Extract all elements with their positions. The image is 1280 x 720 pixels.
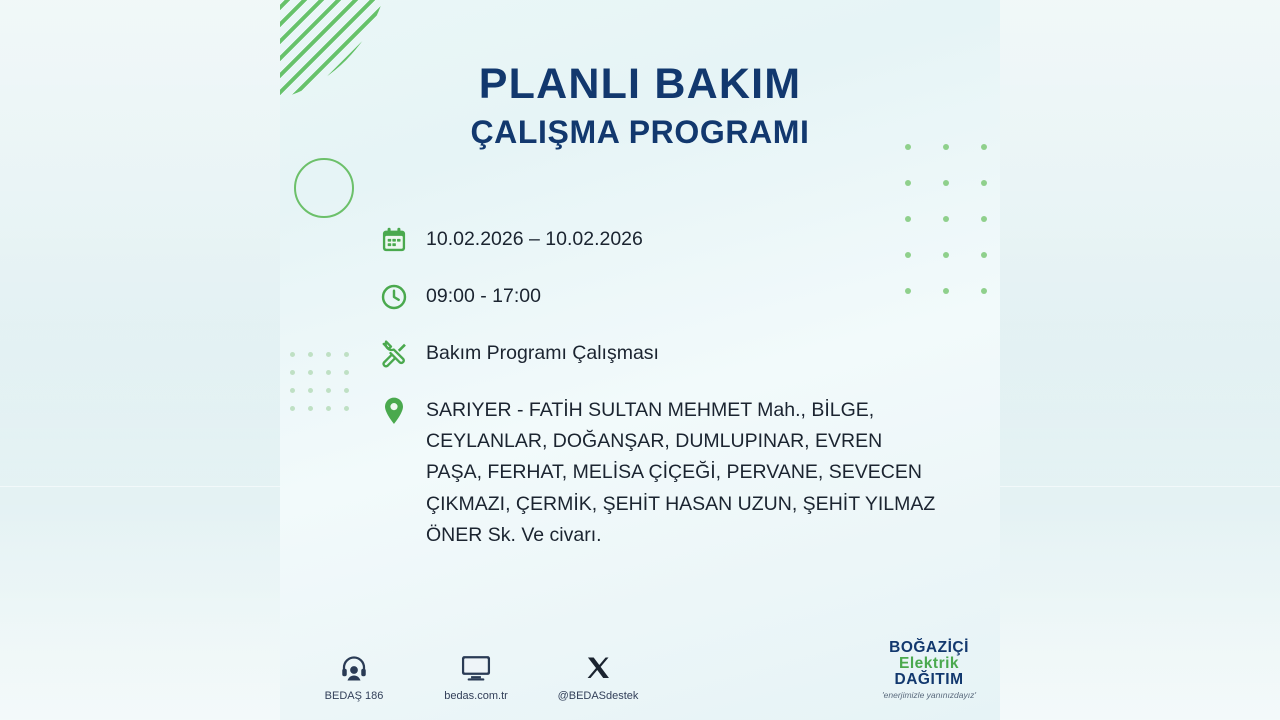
brand-slogan: 'enerjimizle yanınızdayız' (882, 690, 976, 701)
company-logo (882, 640, 976, 700)
left-blurred-background (0, 0, 280, 720)
circle-outline-decoration (294, 158, 354, 218)
announcement-card (280, 0, 1000, 720)
detail-row-location (380, 393, 940, 551)
brand-line-1: BOĞAZİÇİ (889, 638, 969, 656)
contact-x[interactable] (556, 651, 640, 702)
contact-website-label: bedas.com.tr (444, 690, 508, 702)
right-haze (1000, 0, 1280, 720)
poster-title-block (280, 62, 1000, 151)
page-title: PLANLI BAKIM (478, 60, 802, 108)
contact-phone-label: BEDAŞ 186 (324, 690, 384, 702)
location-pin-icon (380, 393, 426, 428)
monitor-icon (434, 651, 518, 685)
brand-line-3: DAĞITIM (894, 670, 964, 688)
contact-x-label: @BEDASdestek (557, 690, 639, 702)
headset-agent-icon (312, 651, 396, 685)
right-blurred-background (1000, 0, 1280, 720)
x-twitter-icon (556, 651, 640, 685)
left-dot-grid-decoration (290, 352, 349, 411)
detail-row-worktype (380, 336, 940, 371)
date-range-text: 10.02.2026 – 10.02.2026 (426, 228, 643, 250)
tools-icon (380, 336, 426, 371)
calendar-icon (380, 222, 426, 257)
detail-row-time (380, 279, 940, 314)
brand-line-2: Elektrik (899, 654, 960, 672)
page-subtitle: ÇALIŞMA PROGRAMI (470, 113, 810, 150)
contact-channels (312, 651, 640, 702)
clock-icon (380, 279, 426, 314)
detail-row-date (380, 222, 940, 257)
work-type-text: Bakım Programı Çalışması (426, 342, 659, 364)
contact-phone[interactable] (312, 651, 396, 702)
location-text: SARIYER - FATİH SULTAN MEHMET Mah., BİLGE, CEYLANLAR, DOĞANŞAR, DUMLUPINAR, EVREN PAŞA, FERHAT, MELİSA ÇİÇEĞİ, PERVANE, SEVECEN ÇIKMAZI, ÇERMİK, ŞEHİT HASAN UZUN, ŞEHİT YILMAZ ÖNER Sk. Ve civarı. (426, 399, 936, 546)
details-list (380, 222, 940, 573)
time-range-text: 09:00 - 17:00 (426, 285, 541, 307)
contact-website[interactable] (434, 651, 518, 702)
left-haze (0, 0, 280, 720)
